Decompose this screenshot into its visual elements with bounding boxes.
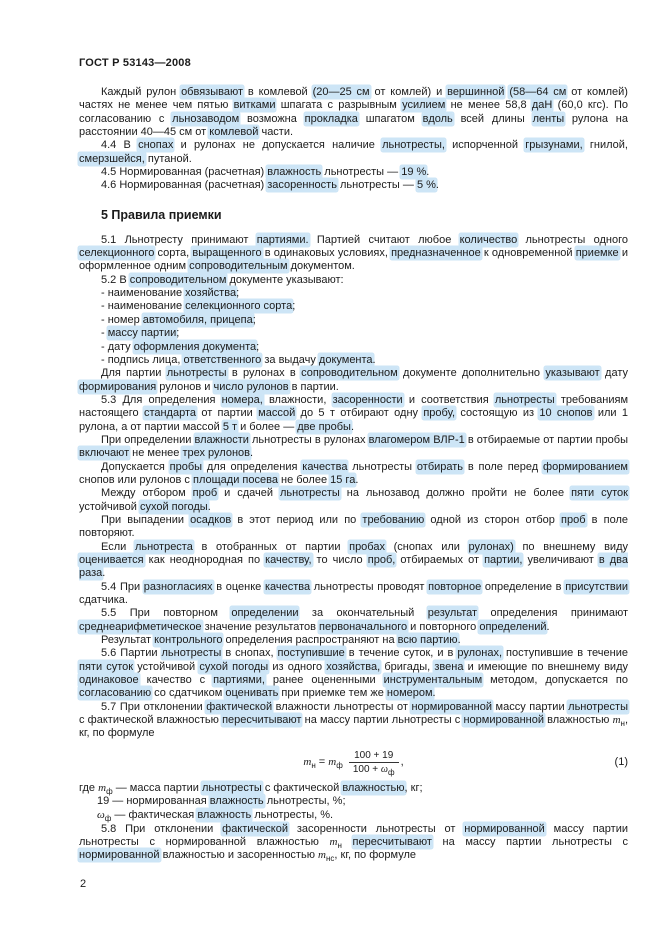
standard-code-header: ГОСТ Р 53143—2008 bbox=[79, 57, 191, 69]
paragraph-4-5: 4.5 Нормированная (расчетная) влажность льнотресты — 19 %. bbox=[101, 166, 430, 179]
paragraph-4-4: 4.4 В снопах и рулонах не допускается наличие льнотресты, испорченной грызунами, гнилой, смерзшейся, путаной. bbox=[79, 139, 628, 165]
paragraph-doc-rolls: Для партии льнотресты в рулонах в сопроводительном документе дополнительно указывают дату формирования рулонов и число рулонов в партии. bbox=[79, 367, 628, 393]
legend-line: где $m_ф$ — масса партии льнотресты с фактической влажностью, кг; bbox=[79, 781, 423, 796]
paragraph-5-2: 5.2 В сопроводительном документе указывают: bbox=[101, 273, 344, 286]
formula-1 bbox=[79, 750, 628, 775]
paragraph-vlr: При определении влажности льнотресты в рулонах влагомером ВЛР-1 в отбираемые от партии пробы включают не менее трех рулонов. bbox=[79, 433, 629, 460]
paragraph-control-result: Результат контрольного определения распространяют на всю партию. bbox=[101, 634, 461, 647]
paragraph-5-7: 5.7 При отклонении фактической влажности льнотресты от нормированной массу партии льнотресты с фактической влажностью пересчитывают на массу партии льнотресты с нормированной влажностью $m_н$, кг, по формуле bbox=[79, 700, 628, 740]
paragraph-between-probes: Между отбором проб и сдачей льнотресты на льнозавод должно пройти не более пяти суток устойчивой сухой погоды. bbox=[79, 487, 628, 513]
formula-fraction bbox=[349, 750, 399, 775]
paragraph-uneven-quality: Если льнотреста в отобранных от партии пробах (снопах или рулонах) по внешнему виду оценивается как неоднородная по качеству, то число проб, отбираемых от партии, увеличивают в два раза. bbox=[79, 540, 628, 580]
paragraph-4-6: 4.6 Нормированная (расчетная) засоренность льнотресты — 5 %. bbox=[101, 179, 439, 192]
list-item: - массу партии; bbox=[101, 327, 180, 340]
section-heading-5: 5 Правила приемки bbox=[101, 207, 222, 222]
list-item: - дату оформления документа; bbox=[101, 340, 260, 353]
list-item: - номер автомобиля, прицепа; bbox=[101, 313, 256, 326]
paragraph-field-probe: Допускается пробы для определения качества льнотресты отбирать в поле перед формированием снопов или рулонов с площади посева не более 15 га. bbox=[79, 460, 628, 486]
formula-denominator: $100 + \omega_ф$ bbox=[349, 762, 399, 775]
list-item: - наименование селекционного сорта; bbox=[101, 300, 296, 313]
paragraph-5-6: 5.6 Партии льнотресты в снопах, поступившие в течение суток, и в рулонах, поступившие в течение пяти суток устойчивой сухой погоды из одного хозяйства, бригады, звена и имеющие по внешнему виду одинаковое качество с партиями, ранее оцененными инструментальным методом, допускается по согласованию со сдатчиком оценивать при приемке тем же номером. bbox=[79, 647, 629, 700]
page-number: 2 bbox=[80, 878, 87, 890]
paragraph-roll-binding: Каждый рулон обвязывают в комлевой (20—25 см от комлей) и вершинной (58—64 см от комлей) частях не менее чем пятью витками шпагата с разрывным усилием не менее 58,8 даН (60,0 кгс). По согласованию с льнозаводом возможна прокладка шпагатом вдоль всей длины ленты рулона на расстоянии 40—45 см от комлевой части. bbox=[79, 86, 628, 139]
formula-numerator: 100 + 19 bbox=[354, 749, 394, 761]
list-item: - подпись лица, ответственного за выдачу документа. bbox=[101, 353, 376, 366]
formula-number: (1) bbox=[614, 756, 628, 769]
paragraph-5-8: 5.8 При отклонении фактической засоренности льнотресты от нормированной массу партии льнотресты с нормированной влажностью $m_н$ пересчитывают на массу партии льнотресты с нормированной влажностью и засоренностью $m_{нс}$, кг, по формуле bbox=[79, 822, 628, 864]
formula-left-side: $m_н = m_ф$ bbox=[303, 756, 343, 771]
list-item: - наименование хозяйства; bbox=[101, 287, 240, 300]
paragraph-5-3: 5.3 Для определения номера, влажности, засоренности и соответствия льнотресты требованиям настоящего стандарта от партии массой до 5 т отбирают одну пробу, состоящую из 10 снопов или 1 рулона, а от партии массой 5 т и более — две пробы. bbox=[79, 393, 629, 433]
paragraph-5-1: 5.1 Льнотресту принимают партиями. Партией считают любое количество льнотресты одного селекционного сорта, выращенного в одинаковых условиях, предназначенное к одновременной приемке и оформленное одним сопроводительным документом. bbox=[79, 233, 628, 273]
legend-line: $\omega_ф$ — фактическая влажность льнотресты, %. bbox=[97, 809, 334, 824]
page-content bbox=[79, 57, 628, 863]
paragraph-5-5: 5.5 При повторном определении за окончательный результат определения принимают среднеарифметическое значение результатов первоначального и повторного определений. bbox=[79, 607, 629, 633]
paragraph-5-4: 5.4 При разногласиях в оценке качества льнотресты проводят повторное определение в присутствии сдатчика. bbox=[79, 580, 629, 607]
formula-comma: , bbox=[400, 756, 404, 769]
formula-legend bbox=[79, 782, 628, 823]
paragraph-rain: При выпадении осадков в этот период или по требованию одной из сторон отбор проб в поле повторяют. bbox=[79, 513, 628, 540]
legend-line: 19 — нормированная влажность льнотресты, %; bbox=[97, 795, 346, 808]
